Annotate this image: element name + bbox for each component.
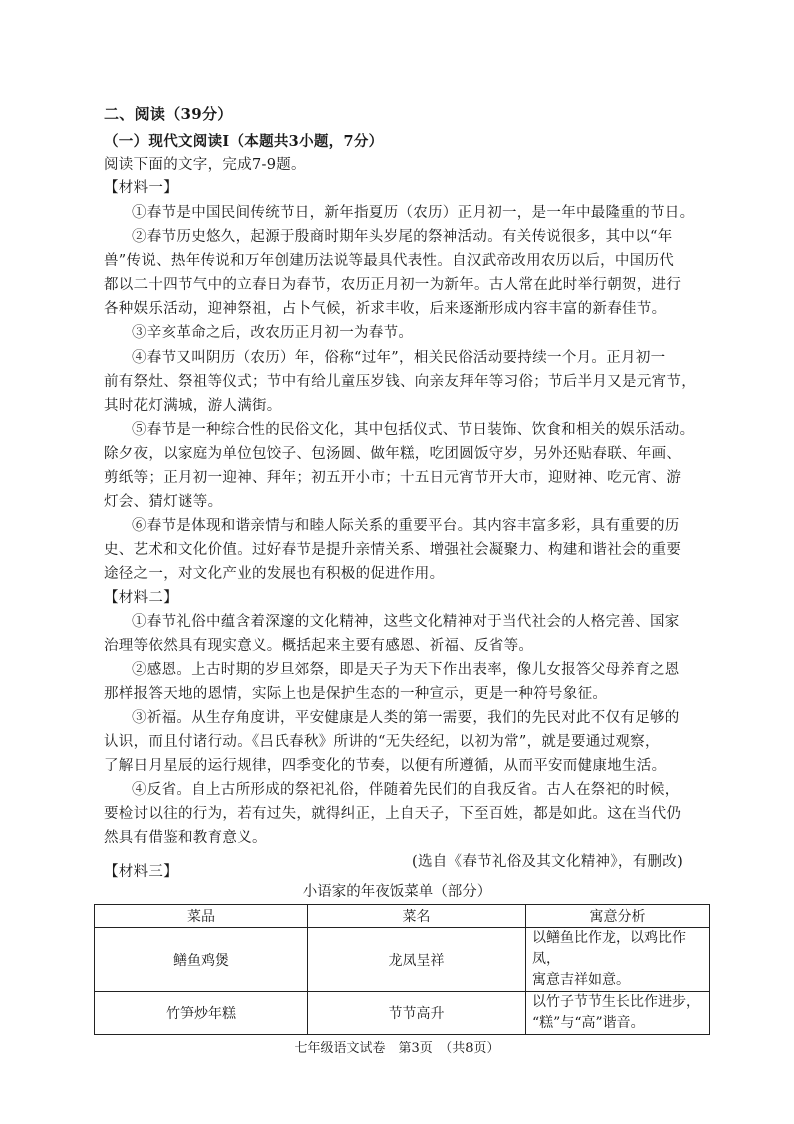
material1-line: 其时花灯满城，游人满街。 xyxy=(104,398,282,414)
dish-name-cell: 节节高升 xyxy=(308,992,526,1035)
dish-name-cell: 龙凤呈祥 xyxy=(308,928,526,992)
material1-line: 灯会、猜灯谜等。 xyxy=(104,494,223,510)
table-row xyxy=(95,992,710,1035)
material1-line: 都以二十四节气中的立春日为春节，农历正月初一为新年。古人常在此时举行朝贺，进行 xyxy=(104,277,682,293)
subsection-heading: （一）现代文阅读Ⅰ（本题共3小题，7分） xyxy=(104,133,384,150)
material1-line: ③辛亥革命之后，改农历正月初一为春节。 xyxy=(132,325,414,341)
material2-line: ③祈福。从生存角度讲，平安健康是人类的第一需要，我们的先民对此不仅有足够的 xyxy=(132,710,680,726)
material1-line: ④春节又叫阴历（农历）年，俗称“过年”，相关民俗活动要持续一个月。正月初一 xyxy=(132,350,666,366)
dish-cell: 竹笋炒年糕 xyxy=(95,992,308,1035)
meaning-line: 寓意吉祥如意。 xyxy=(532,972,630,988)
material1-line: 途径之一，对文化产业的发展也有积极的促进作用。 xyxy=(104,566,445,582)
material2-line: ④反省。自上古所形成的祭祀礼俗，伴随着先民们的自我反省。古人在祭祀的时候， xyxy=(132,782,680,798)
meaning-line: 以竹子节节生长比作进步， xyxy=(532,994,700,1010)
table-row xyxy=(95,928,710,992)
material2-title: 【材料二】 xyxy=(104,590,178,606)
material1-line: 兽”传说、热年传说和万年创建历法说等最具代表性。自汉武帝改用农历以后，中国历代 xyxy=(104,253,675,269)
material1-line: 史、艺术和文化价值。过好春节是提升亲情关系、增强社会凝聚力、构建和谐社会的重要 xyxy=(104,542,682,558)
material2-line: 治理等依然具有现实意义。概括起来主要有感恩、祈福、反省等。 xyxy=(104,638,534,654)
material2-line: ②感恩。上古时期的岁旦郊祭，即是天子为天下作出表率，像儿女报答父母养育之恩 xyxy=(132,662,680,678)
meaning-line: 以鳝鱼比作龙，以鸡比作凤， xyxy=(532,930,686,967)
table-header: 寓意分析 xyxy=(526,905,710,928)
meaning-cell xyxy=(526,928,710,992)
menu-table xyxy=(94,904,710,1035)
material2-line: 那样报答天地的恩情，实际上也是保护生态的一种宣示，更是一种符号象征。 xyxy=(104,686,608,702)
material1-line: ②春节历史悠久，起源于殷商时期年头岁尾的祭神活动。有关传说很多，其中以“年 xyxy=(132,229,673,245)
material3-title: 【材料三】 xyxy=(104,864,178,880)
material2-line: ①春节礼俗中蕴含着深邃的文化精神，这些文化精神对于当代社会的人格完善、国家 xyxy=(132,614,680,630)
material1-line: ①春节是中国民间传统节日，新年指夏历（农历）正月初一，是一年中最隆重的节日。 xyxy=(132,205,695,221)
dish-cell: 鳝鱼鸡煲 xyxy=(95,928,308,992)
material1-line: 剪纸等；正月初一迎神、拜年；初五开小市；十五日元宵节开大市，迎财神、吃元宵、游 xyxy=(104,470,682,486)
table-header: 菜品 xyxy=(95,905,308,928)
meaning-line: “糕”与“高”谐音。 xyxy=(532,1015,645,1031)
material1-line: 前有祭灶、祭祖等仪式；节中有给儿童压岁钱、向亲友拜年等习俗；节后半月又是元宵节， xyxy=(104,374,696,390)
section-heading: 二、阅读（39分） xyxy=(104,105,233,123)
material2-line: 然具有借鉴和教育意义。 xyxy=(104,830,267,846)
material1-line: 各种娱乐活动，迎神祭祖，占卜气候，祈求丰收，后来逐渐形成内容丰富的新春佳节。 xyxy=(104,301,667,317)
material1-line: ⑤春节是一种综合性的民俗文化，其中包括仪式、节日装饰、饮食和相关的娱乐活动。 xyxy=(132,422,695,438)
page-footer: 七年级语文试卷 第3页 （共8页） xyxy=(294,1041,500,1056)
material2-line: 要检讨以往的行为，若有过失，就得纠正，上自天子，下至百姓，都是如此。这在当代仍 xyxy=(104,806,682,822)
material1-title: 【材料一】 xyxy=(104,180,178,196)
instruction-text: 阅读下面的文字，完成7-9题。 xyxy=(104,157,306,173)
material2-source: (选自《春节礼俗及其文化精神》，有删改) xyxy=(412,854,684,870)
table-header-row xyxy=(95,905,710,928)
table-caption: 小语家的年夜饭菜单（部分） xyxy=(302,884,492,900)
material1-line: 除夕夜，以家庭为单位包饺子、包汤圆、做年糕，吃团圆饭守岁，另外还贴春联、年画、 xyxy=(104,446,682,462)
material1-line: ⑥春节是体现和谐亲情与和睦人际关系的重要平台。其内容丰富多彩，具有重要的历 xyxy=(132,518,680,534)
meaning-cell xyxy=(526,992,710,1035)
material2-line: 了解日月星辰的运行规律，四季变化的节奏，以便有所遵循，从而平安而健康地生活。 xyxy=(104,758,667,774)
table-header: 菜名 xyxy=(308,905,526,928)
material2-line: 认识，而且付诸行动。《吕氏春秋》所讲的“无失经纪，以初为常”，就是要通过观察， xyxy=(104,734,660,750)
